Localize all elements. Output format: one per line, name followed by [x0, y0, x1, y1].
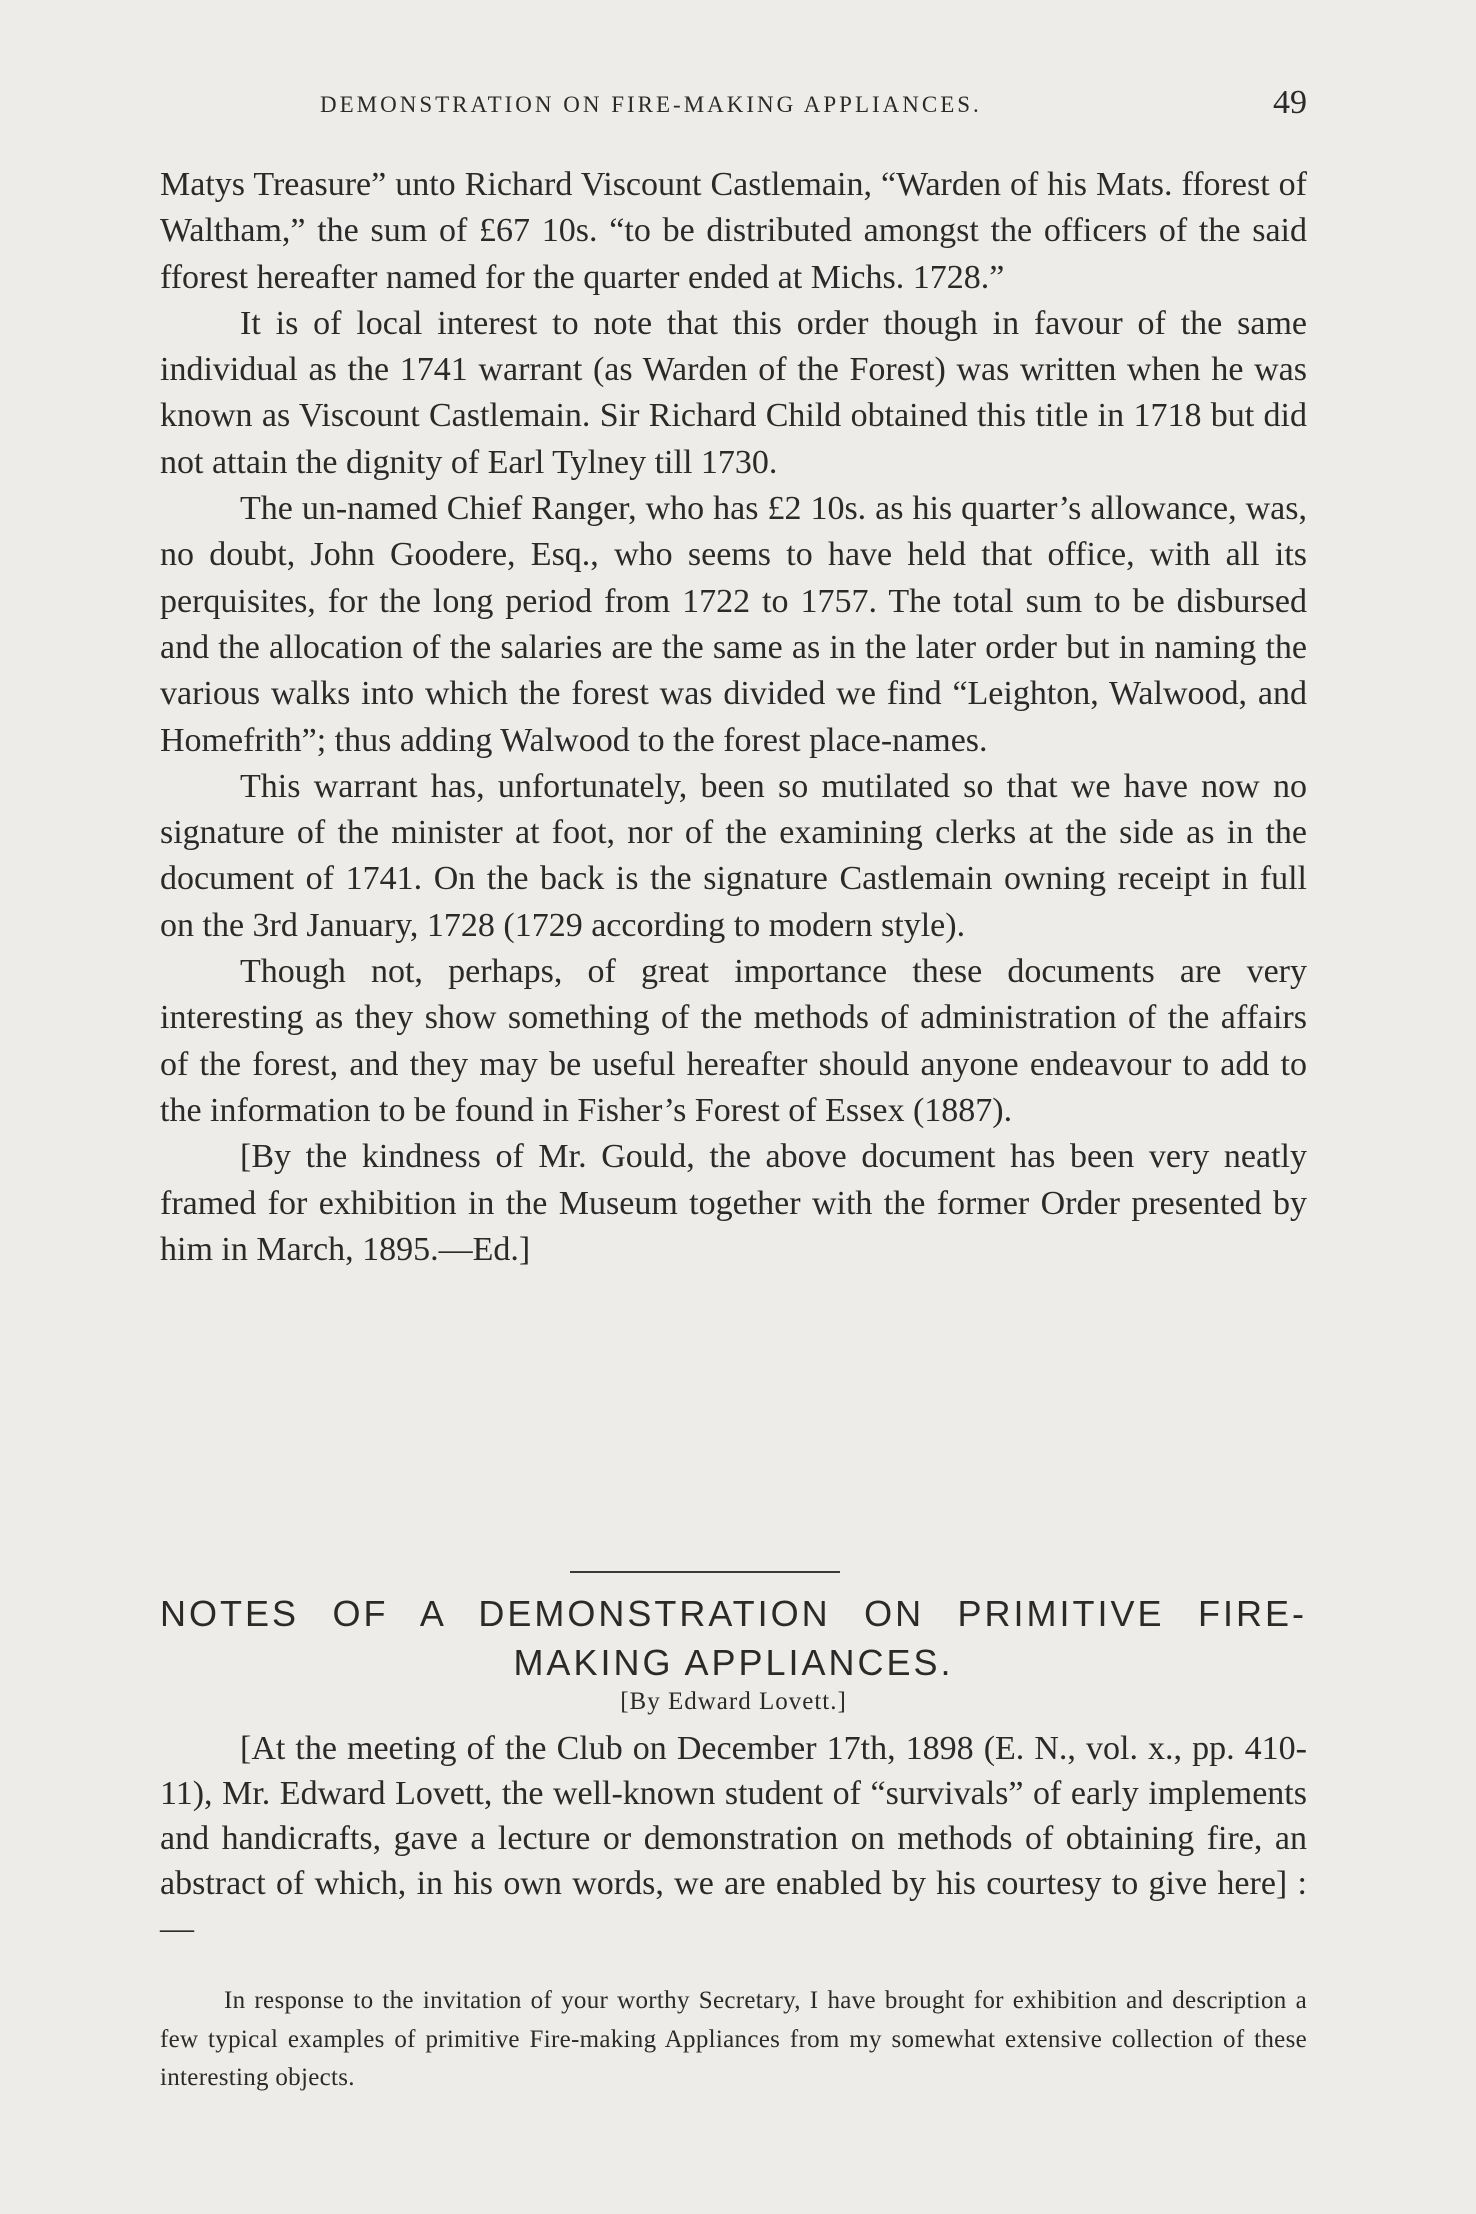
paragraph-importance: Though not, perhaps, of great importance these documents are very interesting as they show something of the methods of administration of the affairs of the forest, and they may be useful hereafter should anyone endeavour to add to the information to be found in Fisher’s Forest of Essex (1887).	[160, 953, 1307, 1129]
article-intro-block	[160, 1726, 1307, 1951]
article-intro: [At the meeting of the Club on December 17th, 1898 (E. N., vol. x., pp. 410-11), Mr. Edward Lovett, the well-known student of “survivals” of early implements and handicrafts, gave a lecture or demonstration on methods of obtaining fire, an abstract of which, in his own words, we are enabled by his courtesy to give here] :—	[160, 1730, 1307, 1947]
running-title: DEMONSTRATION ON FIRE-MAKING APPLIANCES.	[320, 92, 982, 117]
paragraph-warrant: This warrant has, unfortunately, been so mutilated so that we have now no signature of the minister at foot, nor of the examining clerks at the side as in the document of 1741. On the back is the signature Castlemain owning receipt in full on the 3rd January, 1728 (1729 according to modern style).	[160, 767, 1307, 944]
page-number: 49	[1273, 84, 1307, 121]
running-head	[320, 84, 1307, 134]
article-byline: [By Edward Lovett.]	[620, 1688, 847, 1715]
section-divider	[570, 1571, 840, 1573]
body-text	[160, 162, 1307, 1273]
article-quote: In response to the invitation of your worthy Secretary, I have brought for exhibition and description a few typical examples of primitive Fire-making Appliances from my somewhat extensive collection of these interesting objects.	[160, 1987, 1307, 2091]
paragraph-continued: Matys Treasure” unto Richard Viscount Castlemain, “Warden of his Mats. fforest of Waltham,” the sum of £67 10s. “to be distributed amongst the officers of the said fforest hereafter named for the quarter ended at Michs. 1728.”	[160, 166, 1307, 296]
paragraph-castlemain: It is of local interest to note that this order though in favour of the same individual as the 1741 warrant (as Warden of the Forest) was written when he was known as Viscount Castlemain. Sir Richard Child obtained this title in 1718 but did not attain the dignity of Earl Tylney till 1730.	[160, 304, 1307, 481]
article-heading: NOTES OF A DEMONSTRATION ON PRIMITIVE FIRE-MAKING APPLIANCES.	[160, 1593, 1307, 1683]
paragraph-chief-ranger: The un-named Chief Ranger, who has £2 10s. as his quarter’s allowance, was, no doubt, John Goodere, Esq., who seems to have held that office, with all its perquisites, for the long period from 1722 to 1757. The total sum to be disbursed and the allocation of the salaries are the same as in the later order but in naming the various walks into which the forest was divided we find “Leighton, Walwood, and Homefrith”; thus adding Walwood to the forest place-names.	[160, 490, 1307, 759]
paragraph-editor-note: [By the kindness of Mr. Gould, the above document has been very neatly framed for exhibition in the Museum together with the former Order presented by him in March, 1895.—Ed.]	[160, 1138, 1307, 1268]
